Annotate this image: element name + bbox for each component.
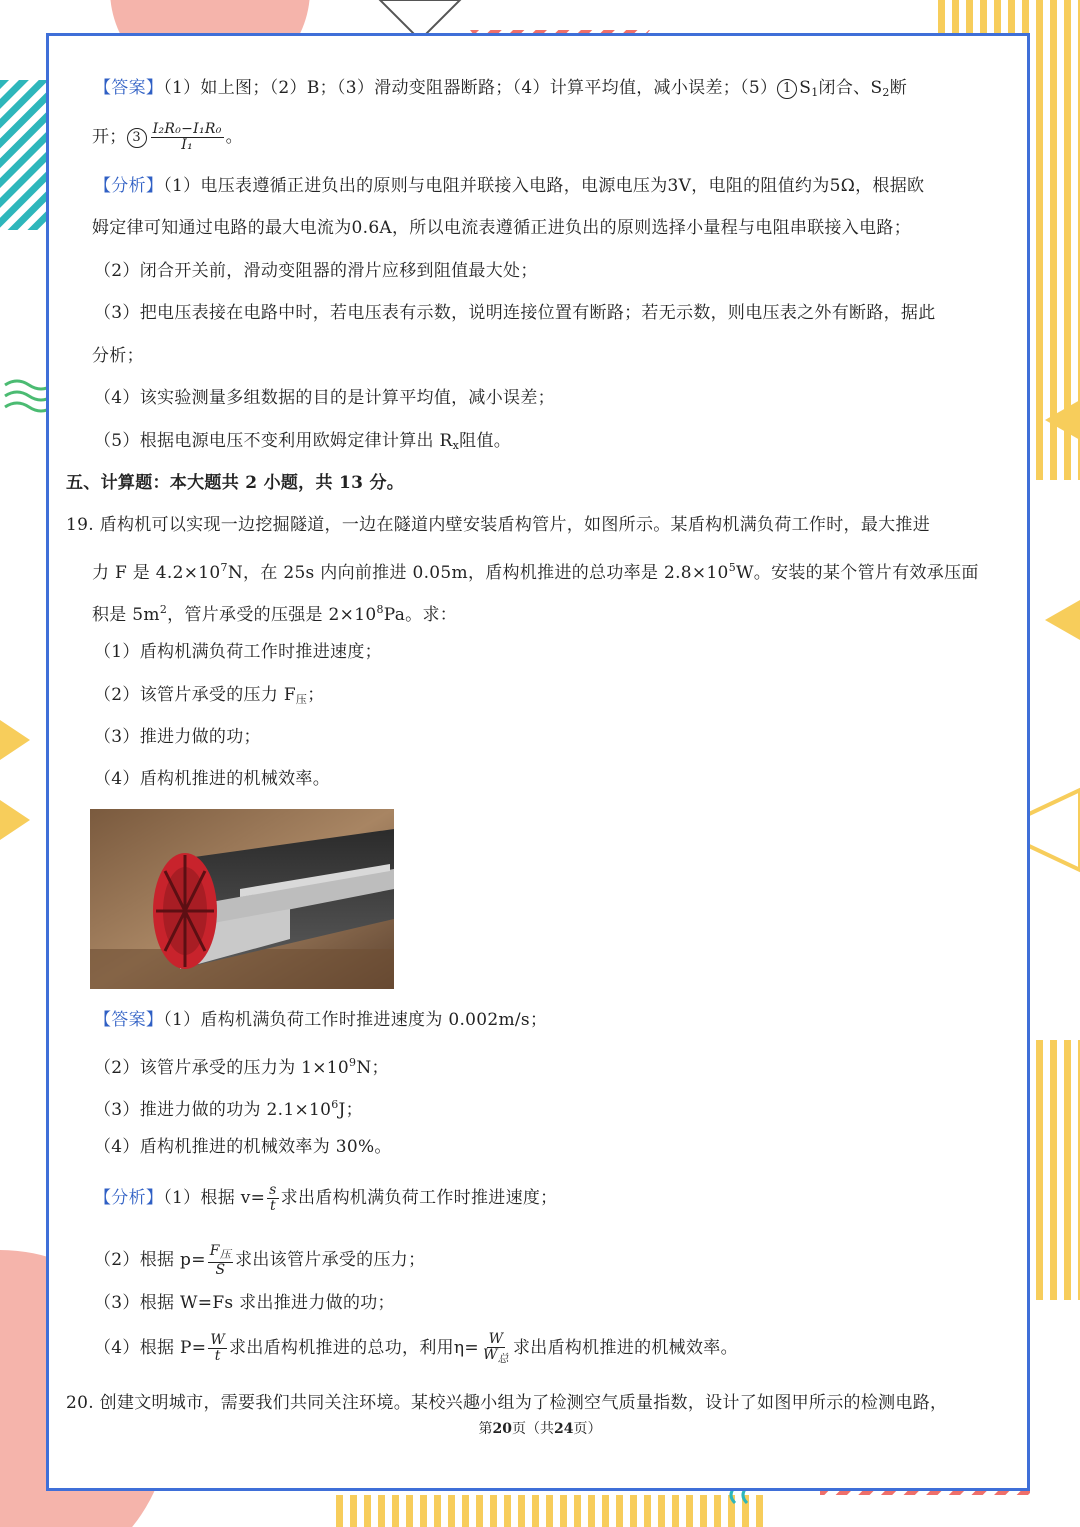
question-19-sub4: （4）盾构机推进的机械效率。 xyxy=(94,769,331,789)
analysis-tag: 【分析】 xyxy=(94,1188,164,1208)
analysis-19-line2: （2）根据 p= $\frac{F_压}{S}$ 求出该管片承受的压力； xyxy=(94,1242,426,1278)
answer-19-line2: （2）该管片承受的压力为 $1\times 10^9N$； xyxy=(94,1056,389,1078)
page-footer: 第20页（共24页） xyxy=(478,1421,602,1437)
question-20-line1: 20. 创建文明城市，需要我们共同关注环境。某校兴趣小组为了检测空气质量指数，设计了如图甲所示的检测电路， xyxy=(66,1393,948,1413)
formula-fraction: $\frac{s}{t}$ xyxy=(269,1182,277,1214)
question-19-line3: 积是 $5m^2$，管片承受的压强是 $2\times 10^8Pa$。求： xyxy=(92,603,458,625)
circled-number-3: 3 xyxy=(127,128,147,148)
formula-fraction: $\frac{W}{W_总}$ xyxy=(482,1330,509,1365)
analysis-18-line6: （4）该实验测量多组数据的目的是计算平均值，减小误差； xyxy=(94,388,555,408)
analysis-18-line5: 分析； xyxy=(92,346,144,366)
question-19-line2: 力 F 是 $4.2\times 10^7N$，在 25s 内向前推进 0.05m，盾构机推进的总功率是 $2.8\times 10^5W$。安装的某个管片有效承压面 xyxy=(92,561,979,583)
formula-fraction: $\frac{\text{I₂R₀−I₁R₀}}{\text{I₁}}$ xyxy=(152,121,222,153)
answer-18-line1: 【答案】（1）如上图；（2）B；（3）滑动变阻器断路；（4）计算平均值，减小误差；（5） 1 $S_1$闭合、$S_2$断 xyxy=(94,78,908,99)
page-total: 24 xyxy=(554,1421,574,1437)
question-19-sub3: （3）推进力做的功； xyxy=(94,727,261,747)
analysis-18-line1: 【分析】（1）电压表遵循正进负出的原则与电阻并联接入电路，电源电压为3V，电阻的阻值约为5Ω，根据欧 xyxy=(94,176,925,196)
analysis-tag: 【分析】 xyxy=(94,176,164,196)
analysis-18-line4: （3）把电压表接在电路中时，若电压表有示数，说明连接位置有断路；若无示数，则电压表之外有断路，据此 xyxy=(94,303,936,323)
answer-18-line2: 开； 3 $\frac{\text{I₂R₀−I₁R₀}}{\text{I₁}}$ 。 xyxy=(92,121,243,153)
answer-19-line1: 【答案】（1）盾构机满负荷工作时推进速度为 0.002m/s； xyxy=(94,1010,548,1030)
circled-number-1: 1 xyxy=(777,79,797,99)
analysis-19-line1: 【分析】（1）根据 v= $\frac{s}{t}$ 求出盾构机满负荷工作时推进速度； xyxy=(94,1182,558,1214)
question-19-line1: 19. 盾构机可以实现一边挖掘隧道，一边在隧道内壁安装盾构管片，如图所示。某盾构机满负荷工作时，最大推进 xyxy=(66,515,931,535)
answer-tag: 【答案】 xyxy=(94,78,164,98)
section-heading: 五、计算题：本大题共 2 小题，共 13 分。 xyxy=(66,473,405,493)
formula-fraction: $\frac{W}{t}$ xyxy=(210,1332,226,1364)
tunnel-boring-machine-image xyxy=(90,809,394,989)
page-number: 20 xyxy=(492,1421,512,1437)
analysis-18-line3: （2）闭合开关前，滑动变阻器的滑片应移到阻值最大处； xyxy=(94,261,538,281)
analysis-19-line4: （4）根据 P= $\frac{W}{t}$ 求出盾构机推进的总功，利用η= $\frac{W}{W_总}$ 求出盾构机推进的机械效率。 xyxy=(94,1330,738,1365)
formula-fraction: $\frac{F_压}{S}$ xyxy=(209,1242,232,1278)
answer-19-line4: （4）盾构机推进的机械效率为 30%。 xyxy=(94,1137,392,1157)
analysis-18-line7: （5）根据电源电压不变利用欧姆定律计算出 $R_x$阻值。 xyxy=(94,431,512,452)
analysis-19-line3: （3）根据 W=Fs 求出推进力做的功； xyxy=(94,1293,395,1313)
answer-19-line3: （3）推进力做的功为 $2.1\times 10^6J$； xyxy=(94,1098,363,1120)
question-19-sub2: （2）该管片承受的压力 $F_压$； xyxy=(94,685,325,706)
question-19-sub1: （1）盾构机满负荷工作时推进速度； xyxy=(94,642,382,662)
answer-tag: 【答案】 xyxy=(94,1010,164,1030)
analysis-18-line2: 姆定律可知通过电路的最大电流为0.6A，所以电流表遵循正进负出的原则选择小量程与电阻串联接入电路； xyxy=(92,218,912,238)
